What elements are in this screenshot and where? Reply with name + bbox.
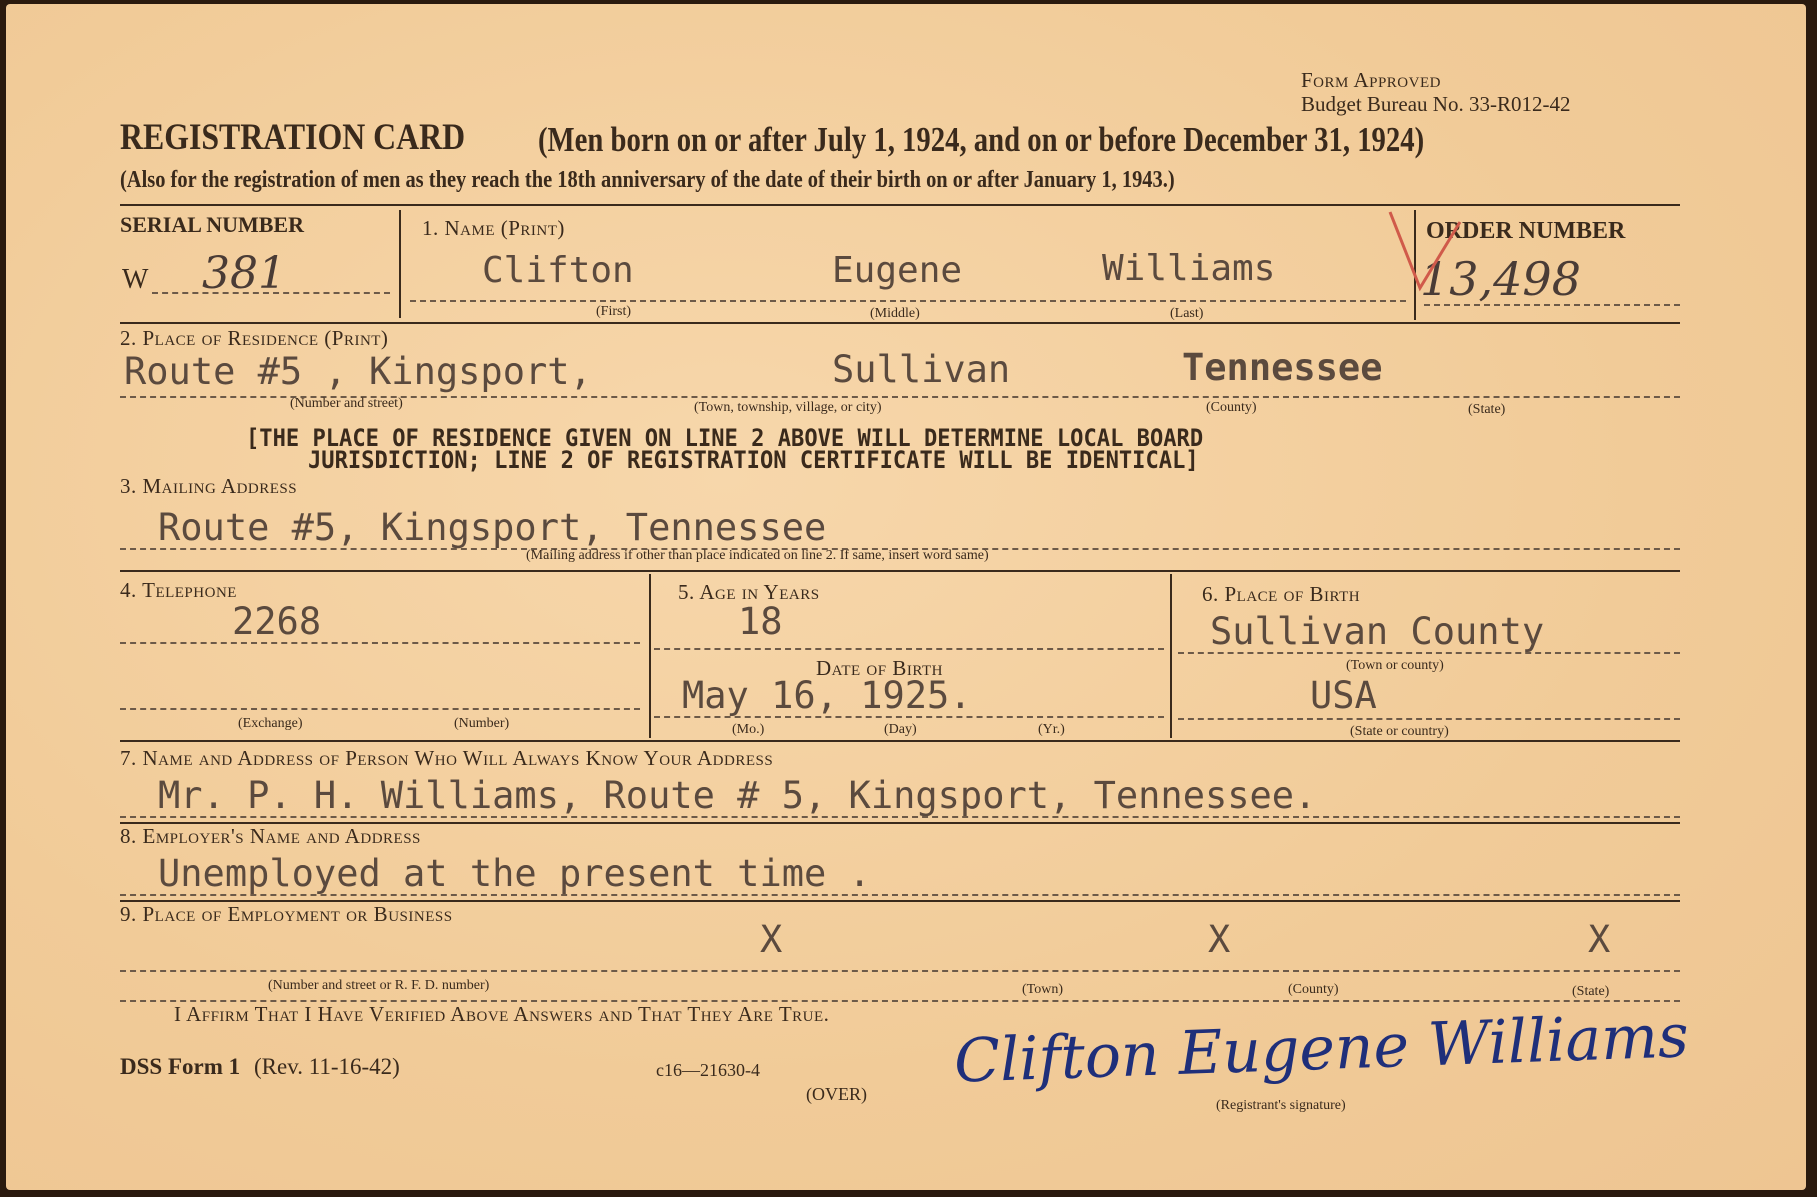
order-number-value: 13,498 <box>1420 252 1581 306</box>
telephone-value: 2268 <box>232 600 322 643</box>
mailing-caption: (Mailing address if other than place indicated on line 2. If same, insert word same) <box>526 548 989 563</box>
employment-town-mark: X <box>1208 918 1231 961</box>
mailing-value: Route #5, Kingsport, Tennessee <box>158 506 827 549</box>
last-name-value: Williams <box>1102 248 1276 289</box>
birthplace-town-value: Sullivan County <box>1210 610 1545 653</box>
employer-value: Unemployed at the present time . <box>158 852 871 895</box>
day-caption: (Day) <box>884 722 917 737</box>
residence-town-caption: (Town, township, village, or city) <box>694 400 882 415</box>
budget-bureau: Budget Bureau No. 33-R012-42 <box>1301 92 1571 116</box>
divider <box>120 322 1680 324</box>
divider <box>1170 574 1172 738</box>
birthplace-underline <box>1178 652 1680 654</box>
card-title: REGISTRATION CARD <box>120 117 466 158</box>
form-revision: (Rev. 11-16-42) <box>254 1054 400 1079</box>
divider <box>120 204 1680 206</box>
residence-street-caption: (Number and street) <box>290 396 403 411</box>
first-name-value: Clifton <box>482 250 634 291</box>
age-underline <box>654 648 1164 650</box>
birthplace-underline-2 <box>1178 718 1680 720</box>
serial-underline <box>152 292 390 294</box>
age-label: 5. Age in Years <box>678 580 820 604</box>
residence-street-value: Route #5 , Kingsport, <box>124 350 592 393</box>
dob-value: May 16, 1925. <box>682 674 972 717</box>
mailing-label: 3. Mailing Address <box>120 474 298 498</box>
registration-card <box>6 4 1806 1190</box>
over-notice: (OVER) <box>806 1084 867 1104</box>
registrant-signature: Clifton Eugene Williams <box>953 1001 1690 1097</box>
residence-county-caption: (County) <box>1206 400 1257 415</box>
exchange-caption: (Exchange) <box>238 716 303 731</box>
form-code: c16—21630-4 <box>656 1060 760 1080</box>
birthplace-town-caption: (Town or county) <box>1346 658 1444 673</box>
card-subtitle: (Also for the registration of men as they reach the 18th anniversary of the date of their birth on or after January 1, 1943.) <box>120 167 1175 193</box>
contact-label: 7. Name and Address of Person Who Will Always Know Your Address <box>120 746 774 770</box>
middle-name-value: Eugene <box>832 250 963 291</box>
telephone-underline-2 <box>120 708 640 710</box>
divider <box>120 570 1680 572</box>
dob-label: Date of Birth <box>816 656 943 680</box>
first-caption: (First) <box>596 304 631 319</box>
residence-label: 2. Place of Residence (Print) <box>120 326 389 350</box>
order-number-label: ORDER NUMBER <box>1426 218 1626 244</box>
employment-place-label: 9. Place of Employment or Business <box>120 902 453 926</box>
employer-underline <box>120 894 1680 896</box>
name-underline <box>410 300 1406 302</box>
employment-underline <box>120 970 1680 972</box>
number-caption: (Number) <box>454 716 510 731</box>
last-caption: (Last) <box>1170 306 1204 321</box>
dob-underline <box>654 716 1164 718</box>
employment-state-caption: (State) <box>1572 984 1610 999</box>
residence-state-caption: (State) <box>1468 402 1506 417</box>
serial-prefix: W <box>122 264 149 295</box>
divider <box>399 210 401 318</box>
residence-county-value: Tennessee <box>1182 346 1383 389</box>
telephone-underline <box>120 642 640 644</box>
birthplace-label: 6. Place of Birth <box>1202 582 1361 606</box>
signature-caption: (Registrant's signature) <box>1216 1098 1346 1113</box>
birthplace-country-value: USA <box>1310 674 1377 717</box>
birthplace-country-caption: (State or country) <box>1350 724 1449 739</box>
residence-town-value: Sullivan <box>832 348 1011 391</box>
form-approved: Form Approved <box>1301 68 1441 92</box>
form-id: DSS Form 1 <box>120 1054 241 1079</box>
employment-town-caption: (Town) <box>1022 982 1064 997</box>
residence-notice-line2: JURISDICTION; LINE 2 OF REGISTRATION CERTIFICATE WILL BE IDENTICAL] <box>308 446 1199 474</box>
age-value: 18 <box>738 600 783 643</box>
affirmation-text: I Affirm That I Have Verified Above Answers and That They Are True. <box>174 1002 830 1026</box>
name-label: 1. Name (Print) <box>422 216 565 240</box>
contact-value: Mr. P. H. Williams, Route # 5, Kingsport, Tennessee. <box>158 774 1317 817</box>
employment-state-mark: X <box>1588 918 1611 961</box>
divider <box>120 740 1680 742</box>
card-title-paren: (Men born on or after July 1, 1924, and on or before December 31, 1924) <box>538 120 1425 159</box>
serial-number-value: 381 <box>202 248 286 299</box>
check-mark-icon <box>1386 208 1466 318</box>
employment-street-mark: X <box>760 918 783 961</box>
employment-street-caption: (Number and street or R. F. D. number) <box>268 978 490 993</box>
employer-label: 8. Employer's Name and Address <box>120 824 421 848</box>
month-caption: (Mo.) <box>732 722 765 737</box>
divider <box>649 574 651 738</box>
serial-number-label: SERIAL NUMBER <box>120 212 304 237</box>
employment-county-caption: (County) <box>1288 982 1339 997</box>
residence-notice-line1: [THE PLACE OF RESIDENCE GIVEN ON LINE 2 ABOVE WILL DETERMINE LOCAL BOARD <box>246 424 1204 452</box>
telephone-label: 4. Telephone <box>120 578 237 602</box>
year-caption: (Yr.) <box>1038 722 1065 737</box>
middle-caption: (Middle) <box>870 306 920 321</box>
contact-underline <box>120 816 1680 818</box>
